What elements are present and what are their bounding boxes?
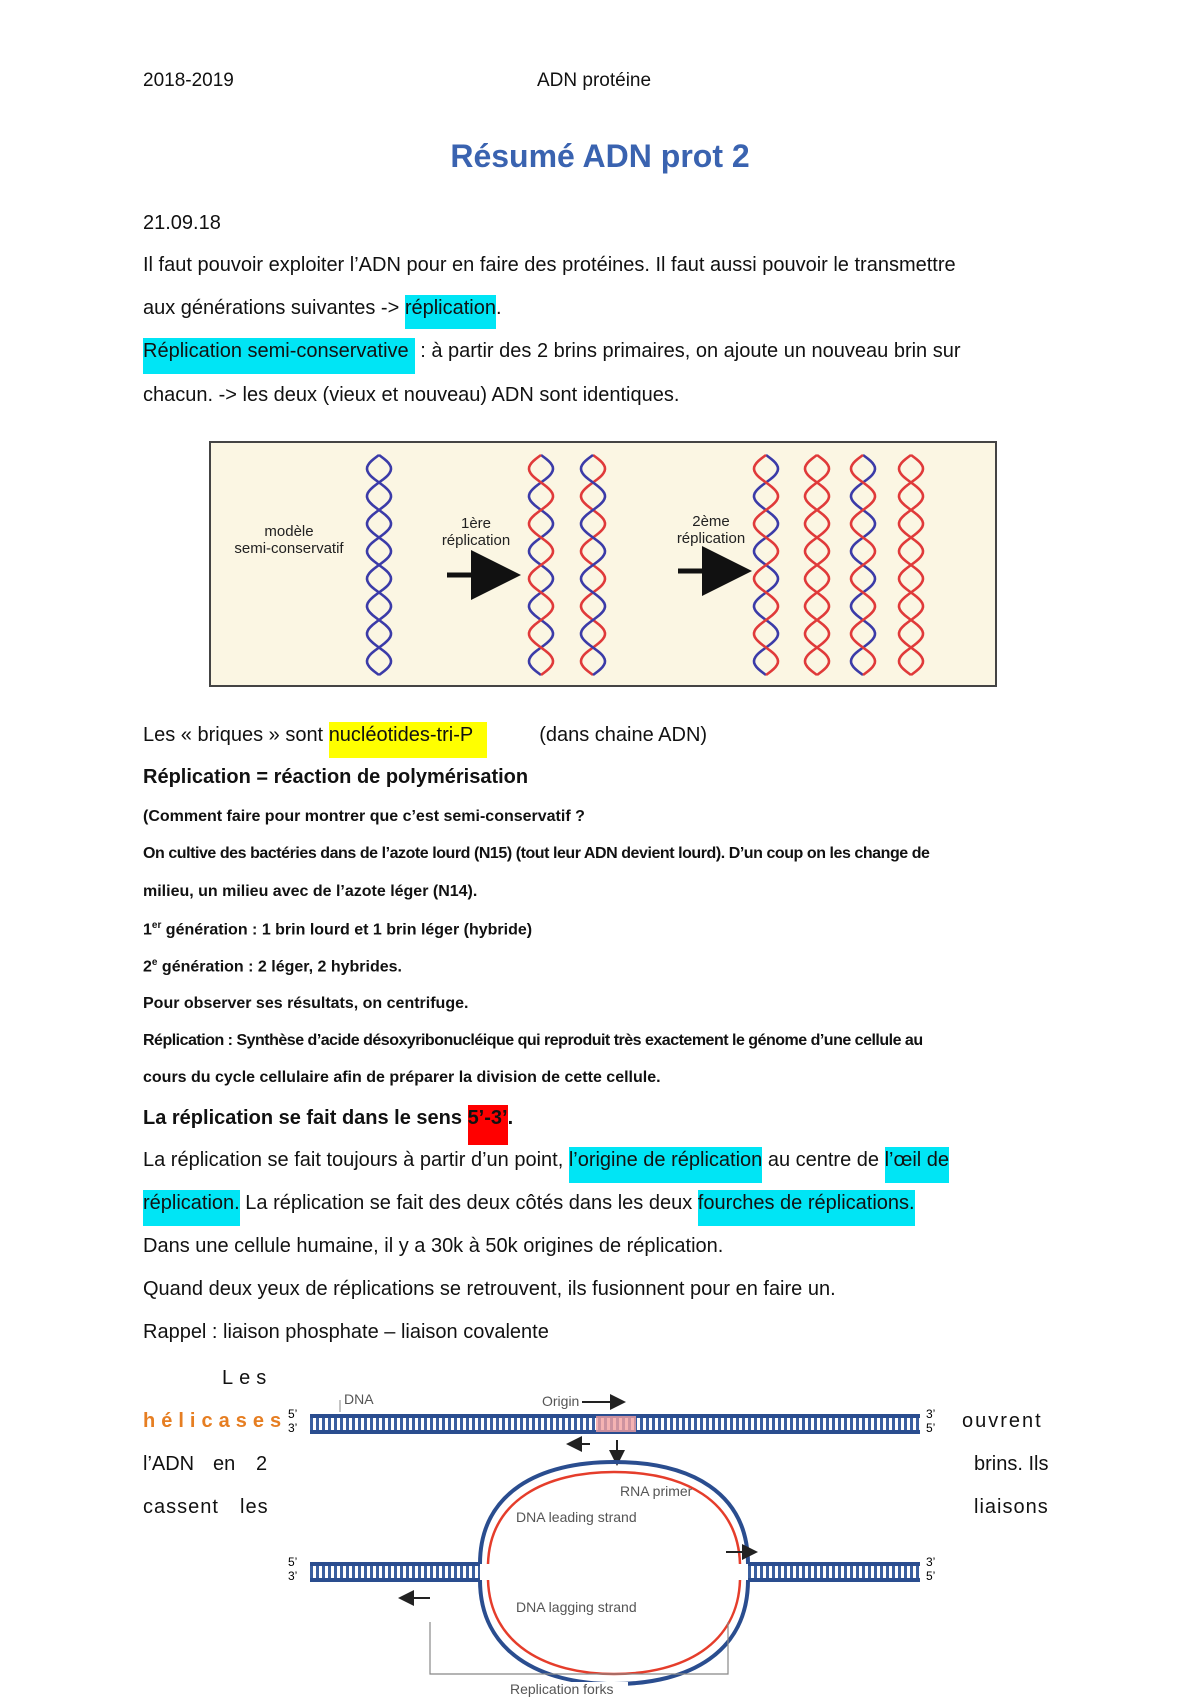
p10-brins: brins. Ils — [974, 1453, 1049, 1475]
s4-text: génération : 1 brin lourd et 1 brin léger (hybride) — [161, 921, 533, 939]
label-3-top-right: 3’ — [926, 1407, 936, 1421]
p4: Réplication = réaction de polymérisation — [143, 766, 529, 788]
p5-end: . — [507, 1107, 514, 1129]
eye-bottom-parental — [480, 1580, 748, 1684]
label-model-2: semi-conservatif — [234, 540, 344, 557]
label-rep1-1: 1ère — [460, 515, 492, 532]
p1-text: aux générations suivantes -> — [143, 297, 405, 319]
semi-conservative-figure — [209, 441, 997, 687]
p10-ouvrent: ouvrent — [962, 1410, 1043, 1432]
p10-two: 2 — [256, 1453, 268, 1475]
label-5-top-right: 5’ — [926, 1421, 936, 1435]
s4 — [143, 920, 1063, 939]
highlight-origin: l’origine de réplication — [569, 1147, 762, 1183]
date: 21.09.18 — [143, 212, 221, 234]
label-forks: Replication forks — [510, 1681, 614, 1697]
s3: milieu, un milieu avec de l’azote léger (N14). — [143, 883, 478, 900]
p3 — [143, 724, 1063, 747]
p3-paren: (dans chaine ADN) — [539, 724, 708, 746]
s5 — [143, 957, 1063, 976]
highlight-5-3: 5’-3’ — [468, 1105, 508, 1145]
top-dna-duplex — [310, 1414, 920, 1434]
header-subject: ADN protéine — [537, 70, 652, 91]
highlight-oeil: l’œil de — [885, 1147, 949, 1183]
p1-line1: Il faut pouvoir exploiter l’ADN pour en faire des protéines. Il faut aussi pouvoir le transmettre — [143, 254, 956, 276]
highlight-oeil-2: réplication. — [143, 1190, 240, 1226]
label-leading: DNA leading strand — [516, 1509, 637, 1525]
p10-les2: les — [240, 1496, 269, 1518]
label-3-bot-right: 3’ — [926, 1555, 936, 1569]
s4-num: 1 — [143, 921, 152, 939]
s2: On cultive des bactéries dans de l’azote lourd (N15) (tout leur ADN devient lourd). D’un coup on les change de — [143, 845, 930, 862]
p9: Rappel : liaison phosphate – liaison covalente — [143, 1321, 549, 1343]
p6-a: La réplication se fait toujours à partir d’un point, — [143, 1149, 569, 1171]
s5-sup: e — [151, 957, 158, 968]
label-rep2-2: réplication — [676, 530, 746, 547]
header-year: 2018-2019 — [143, 70, 234, 91]
p10-cassent: cassent — [143, 1496, 219, 1518]
p6-c: La réplication se fait des deux côtés dans les deux — [239, 1192, 698, 1214]
label-lagging: DNA lagging strand — [516, 1599, 637, 1615]
p6-b: au centre de — [762, 1149, 885, 1171]
p2-text: : à partir des 2 brins primaires, on ajoute un nouveau brin sur — [414, 340, 961, 362]
right-duplex — [748, 1562, 920, 1582]
label-model-1: modèle — [264, 523, 314, 540]
label-5-bot-left: 5’ — [288, 1555, 298, 1569]
label-3-top-left: 3’ — [288, 1421, 298, 1435]
p10-les: Les — [222, 1367, 273, 1389]
p5 — [143, 1107, 1063, 1130]
label-3-bot-left: 3’ — [288, 1569, 298, 1583]
p6-line2 — [143, 1192, 1063, 1215]
eye-bottom-new — [488, 1580, 740, 1674]
origin-region — [596, 1416, 636, 1432]
s6: Pour observer ses résultats, on centrifuge. — [143, 995, 469, 1012]
highlight-nucleotides: nucléotides-tri-P — [329, 722, 488, 758]
s5-num: 2 — [143, 958, 152, 976]
s4-sup: er — [151, 920, 162, 931]
p3-text: Les « briques » sont — [143, 724, 329, 746]
s7: Réplication : Synthèse d’acide désoxyribonucléique qui reproduit très exactement le génome d’une cellule au — [143, 1032, 923, 1049]
p10-liaisons: liaisons — [974, 1496, 1049, 1518]
label-rep1-2: réplication — [441, 532, 511, 549]
label-origin: Origin — [542, 1393, 580, 1409]
highlight-semi-conservative: Réplication semi-conservative — [143, 338, 415, 374]
p1-line2 — [143, 297, 1063, 320]
page-title: Résumé ADN prot 2 — [450, 138, 750, 174]
highlight-replication: réplication — [405, 295, 496, 329]
forks-bracket — [430, 1622, 728, 1674]
label-5-bot-right: 5’ — [926, 1569, 936, 1583]
s5-text: génération : 2 léger, 2 hybrides. — [157, 958, 402, 976]
p6-line1 — [143, 1149, 1063, 1172]
p10-helicases: hélicases — [143, 1410, 288, 1432]
s8: cours du cycle cellulaire afin de préparer la division de cette cellule. — [143, 1069, 661, 1086]
replication-fork-figure — [280, 1382, 950, 1698]
label-dna: DNA — [344, 1391, 374, 1407]
p2-line2: chacun. -> les deux (vieux et nouveau) ADN sont identiques. — [143, 384, 680, 406]
p1-end: . — [496, 297, 502, 319]
s1: (Comment faire pour montrer que c’est semi-conservatif ? — [143, 808, 585, 825]
label-rna-primer: RNA primer — [620, 1483, 693, 1499]
label-rep2-1: 2ème — [692, 513, 730, 530]
p8: Quand deux yeux de réplications se retrouvent, ils fusionnent pour en faire un. — [143, 1278, 836, 1300]
p2-line1 — [143, 340, 1063, 363]
p7: Dans une cellule humaine, il y a 30k à 50k origines de réplication. — [143, 1235, 724, 1257]
p5-text: La réplication se fait dans le sens — [143, 1107, 468, 1129]
left-duplex — [310, 1562, 480, 1582]
highlight-forks: fourches de réplications. — [698, 1190, 915, 1226]
p10-ladn: l’ADN — [143, 1453, 195, 1475]
helix-drawing — [211, 443, 999, 689]
label-5-top-left: 5’ — [288, 1407, 298, 1421]
p10-en: en — [213, 1453, 236, 1475]
